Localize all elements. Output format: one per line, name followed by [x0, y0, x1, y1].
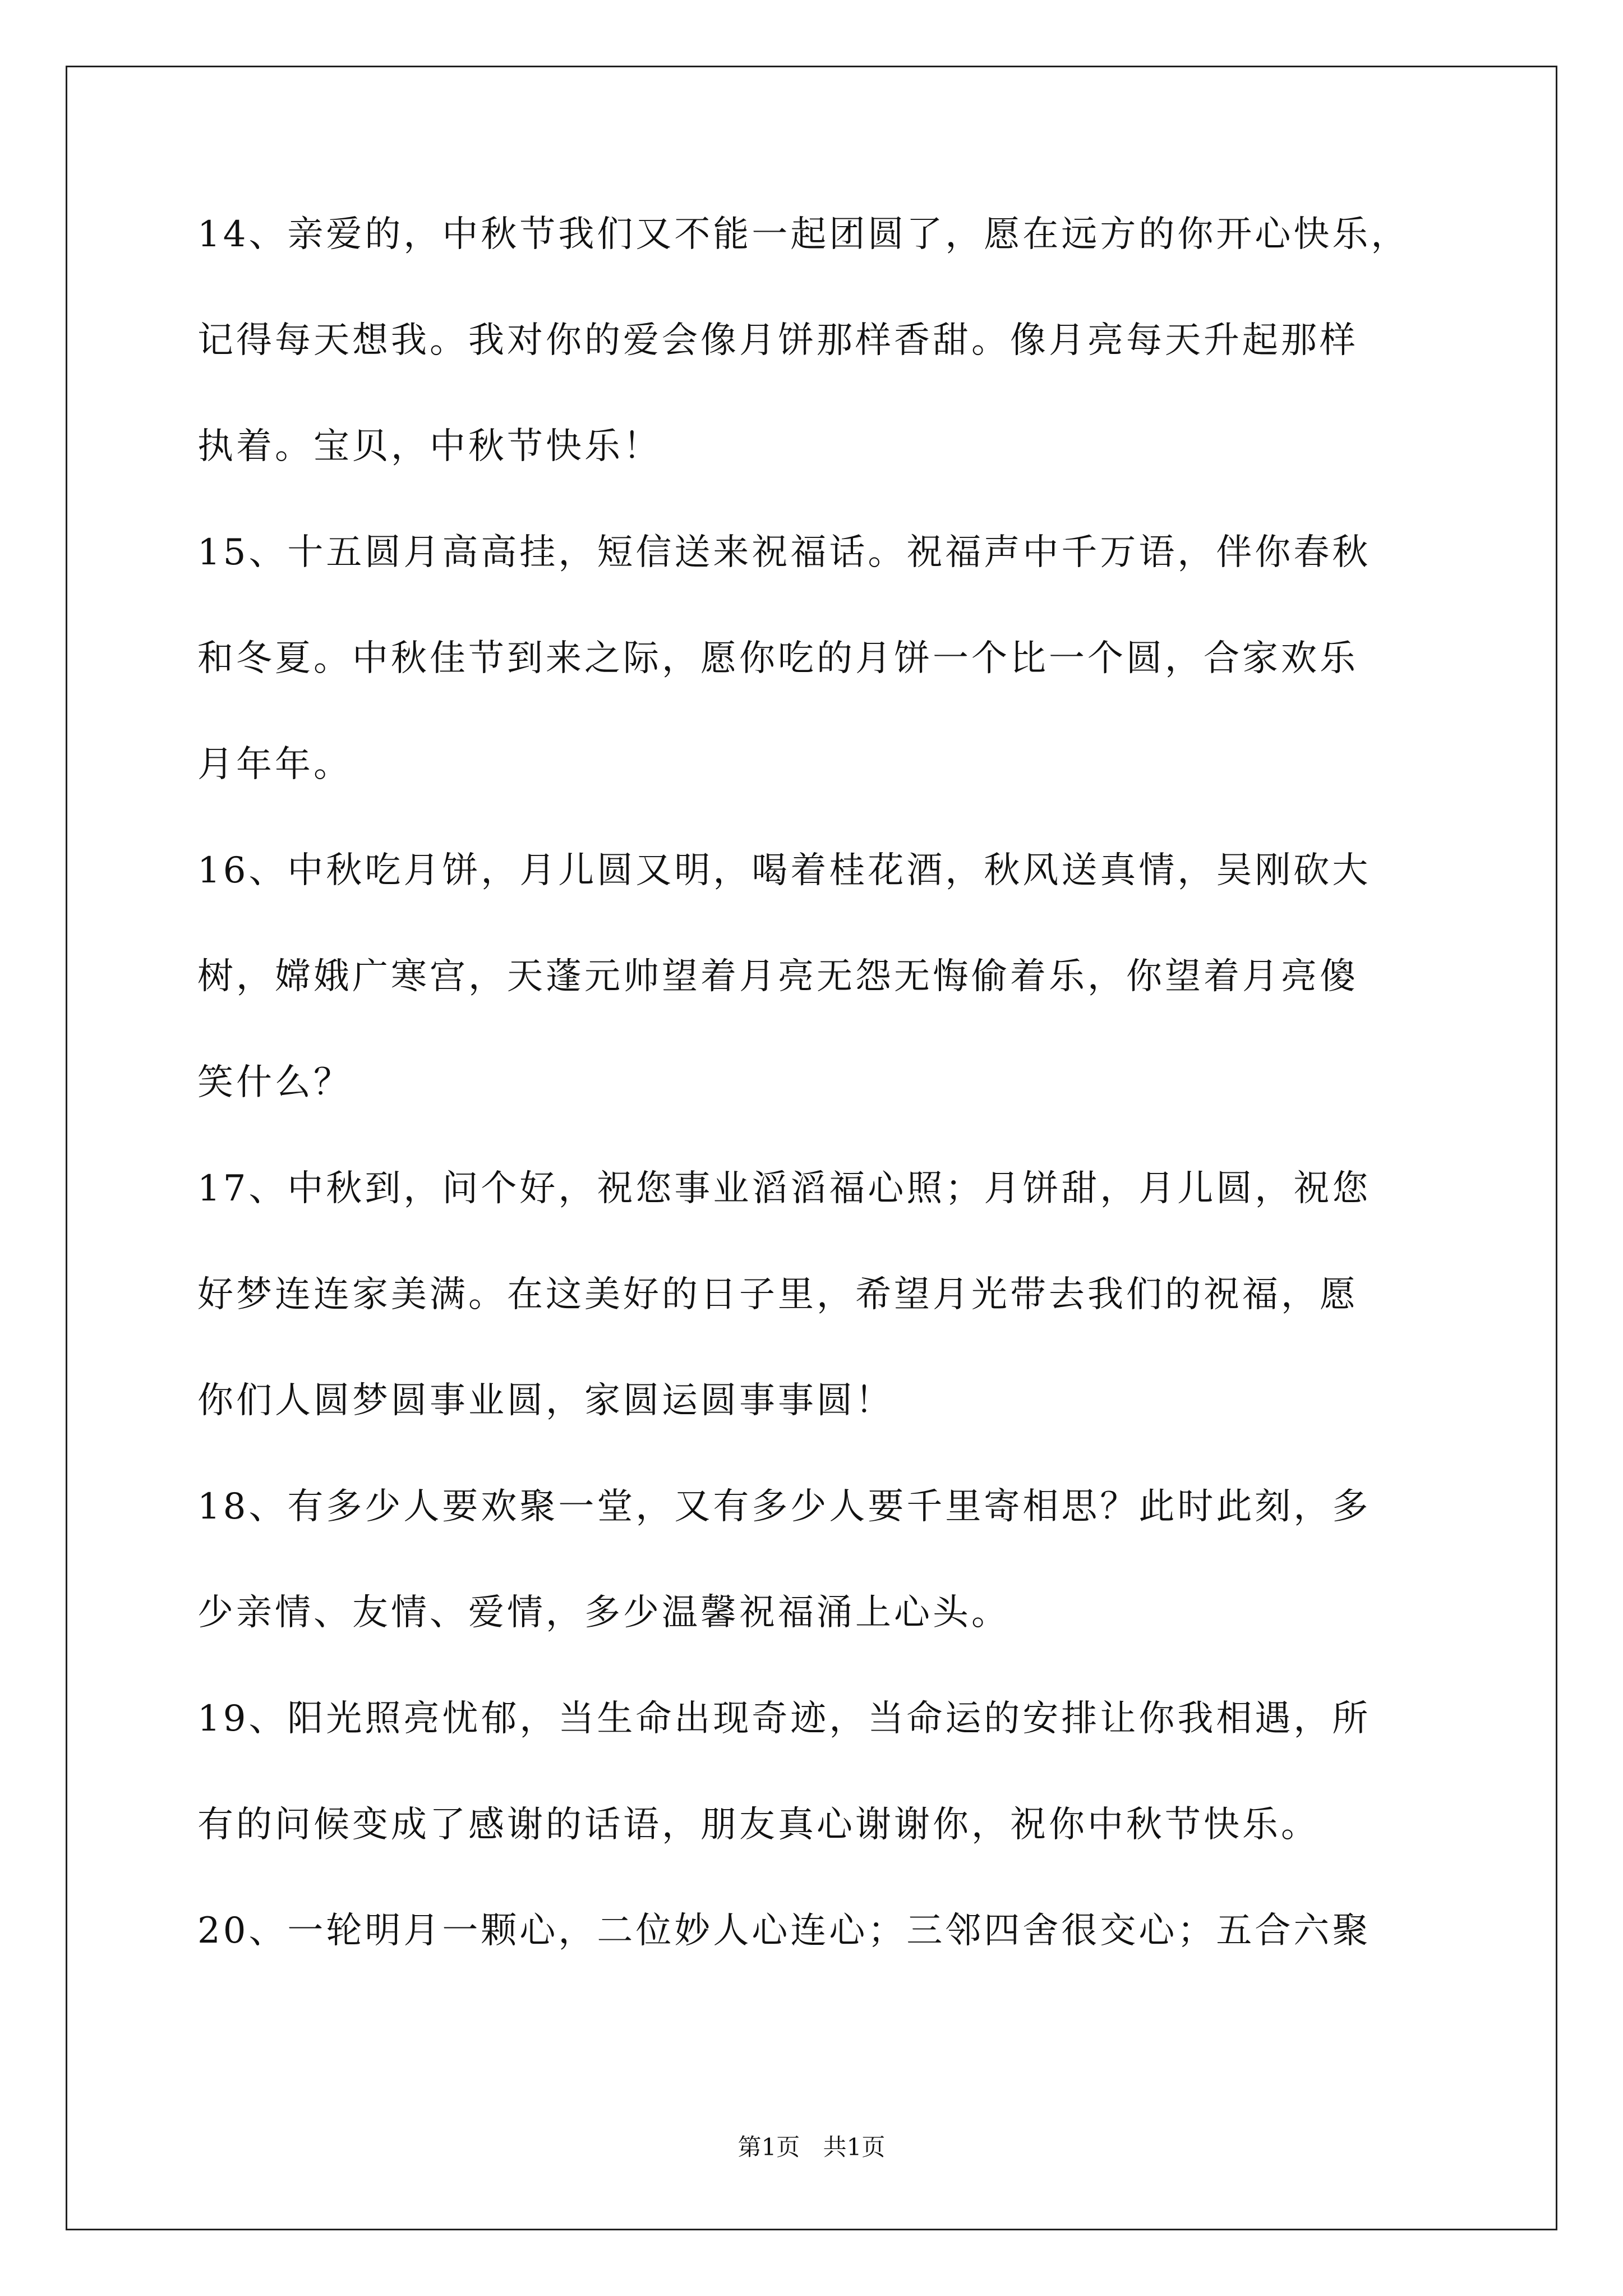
text-line: 20、一轮明月一颗心，二位妙人心连心；三邻四舍很交心；五合六聚	[197, 1910, 1371, 1952]
text-line: 和冬夏。中秋佳节到来之际，愿你吃的月饼一个比一个圆，合家欢乐	[197, 638, 1358, 679]
text-line: 17、中秋到，问个好，祝您事业滔滔福心照；月饼甜，月儿圆，祝您	[197, 1168, 1371, 1209]
text-line: 15、十五圆月高高挂，短信送来祝福话。祝福声中千万语，伴你春秋	[197, 532, 1371, 573]
text-line: 18、有多少人要欢聚一堂，又有多少人要千里寄相思？此时此刻，多	[197, 1486, 1371, 1527]
text-line: 记得每天想我。我对你的爱会像月饼那样香甜。像月亮每天升起那样	[197, 320, 1358, 361]
text-line: 少亲情、友情、爱情，多少温馨祝福涌上心头。	[197, 1592, 1010, 1634]
text-line: 树，嫦娥广寒宫，天蓬元帅望着月亮无怨无悔偷着乐，你望着月亮傻	[197, 956, 1358, 997]
page-footer	[0, 2132, 1623, 2163]
text-line: 有的问候变成了感谢的话语，朋友真心谢谢你，祝你中秋节快乐。	[197, 1804, 1320, 1846]
text-line: 14、亲爱的，中秋节我们又不能一起团圆了，愿在远方的你开心快乐，	[197, 214, 1410, 255]
page-number: 第1页	[737, 2133, 800, 2161]
text-line: 笑什么？	[197, 1062, 352, 1103]
text-line: 执着。宝贝，中秋节快乐！	[197, 426, 662, 467]
text-line: 16、中秋吃月饼，月儿圆又明，喝着桂花酒，秋风送真情，吴刚砍大	[197, 850, 1371, 891]
text-line: 月年年。	[197, 744, 352, 785]
document-body	[197, 212, 1431, 2014]
page-total: 共1页	[823, 2133, 886, 2161]
text-line: 好梦连连家美满。在这美好的日子里，希望月光带去我们的祝福，愿	[197, 1274, 1358, 1315]
text-line: 你们人圆梦圆事业圆，家圆运圆事事圆！	[197, 1380, 894, 1421]
text-line: 19、阳光照亮忧郁，当生命出现奇迹，当命运的安排让你我相遇，所	[197, 1698, 1371, 1740]
